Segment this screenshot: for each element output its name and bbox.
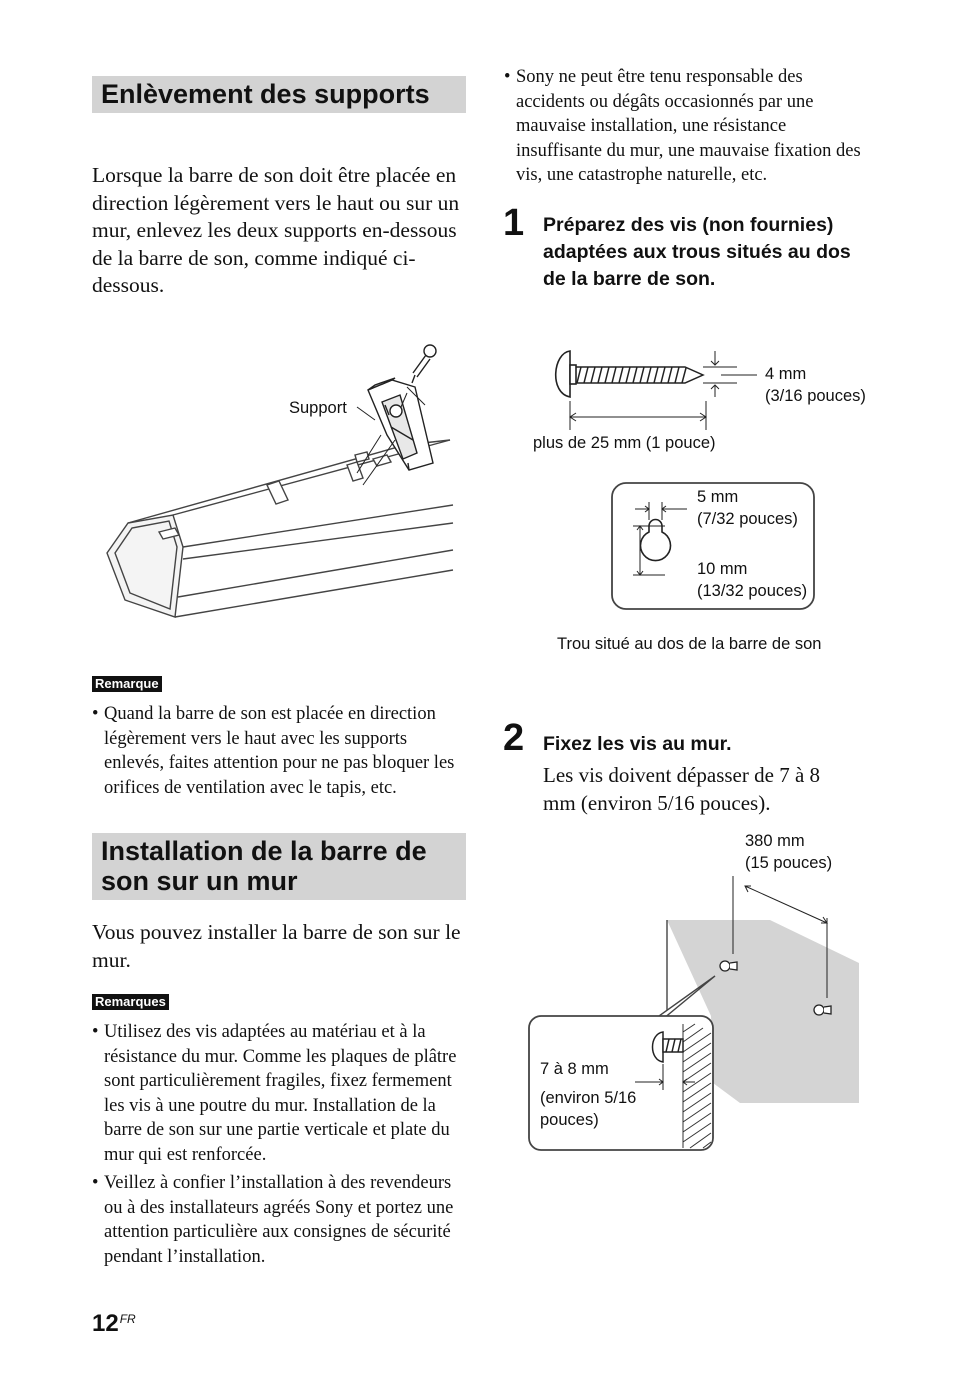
spacing-label: 380 mm [745, 832, 805, 850]
step-1-title: Préparez des vis (non fournies) adaptées aux trous situés au dos de la barre de son. [543, 214, 851, 290]
step-2-number: 2 [503, 717, 525, 759]
wall-install-paragraph: Vous pouvez installer la barre de son sur le mur. [92, 920, 461, 972]
step-2-title: Fixez les vis au mur. [543, 733, 732, 755]
note-item: • Sony ne peut être tenu responsable des accidents ou dégâts occasionnés par une mauvaise installation, une résistance insuffisante du mur, une mauvaise fixation des vis, une catastrophe naturelle, etc. [504, 65, 869, 188]
section-title-wall-install: Installation de la barre de son sur un mur [92, 833, 466, 900]
step-1-number: 1 [503, 202, 525, 244]
wall-install-notes [92, 1020, 468, 1273]
note-item: • Utilisez des vis adaptées au matériau et à la résistance du mur. Comme les plaques de plâtre sont particulièrement fragiles, fixez fermement les vis à une poutre du mur. Installation de la barre de son sur une partie verticale et plate du mur qui est renforcée. [92, 1020, 468, 1167]
keyhole-dimension-diagram [605, 480, 820, 615]
note-item: • Veillez à confier l’installation à des revendeurs ou à des installateurs agréés Sony et portez une attention particulière aux consignes de sécurité pendant l’installation. [92, 1171, 468, 1269]
support-removal-illustration [95, 335, 470, 635]
liability-note [504, 65, 869, 192]
hole-width-label: 5 mm [697, 488, 739, 506]
hole-height-label: 10 mm [697, 560, 748, 578]
remove-supports-paragraph: Lorsque la barre de son doit être placée en direction légèrement vers le haut ou sur un mur, enlevez les deux supports en-dessous de la barre de son, comme indiqué ci-dessous. [92, 163, 460, 297]
notes-badge: Remarques [92, 994, 169, 1010]
support-label: Support [289, 399, 347, 417]
protrusion-inch-label-2: pouces) [540, 1111, 599, 1129]
screw-diameter-inch-label: (3/16 pouces) [765, 387, 866, 405]
remove-supports-notes [92, 702, 468, 804]
note-badge: Remarque [92, 676, 162, 692]
hole-caption: Trou situé au dos de la barre de son [557, 635, 822, 653]
page-number: $12^{FR}$ [92, 1310, 136, 1337]
protrusion-label: 7 à 8 mm [540, 1060, 609, 1078]
screw-length-label: plus de 25 mm (1 pouce) [533, 434, 716, 452]
spacing-inch-label: (15 pouces) [745, 854, 833, 872]
protrusion-inch-label-1: (environ 5/16 [540, 1089, 637, 1107]
wall-mount-diagram [525, 828, 865, 1158]
screw-dimension-diagram [525, 335, 885, 465]
step-2-text: Les vis doivent dépasser de 7 à 8 mm (environ 5/16 pouces). [543, 763, 821, 815]
note-item: • Quand la barre de son est placée en direction légèrement vers le haut avec les supports enlevés, faites attention pour ne pas bloquer les orifices de ventilation avec le tapis, etc. [92, 702, 468, 800]
screw-diameter-label: 4 mm [765, 365, 807, 383]
hole-height-inch-label: (13/32 pouces) [697, 582, 808, 600]
section-title-remove-supports: Enlèvement des supports [92, 76, 466, 113]
hole-width-inch-label: (7/32 pouces) [697, 510, 798, 528]
